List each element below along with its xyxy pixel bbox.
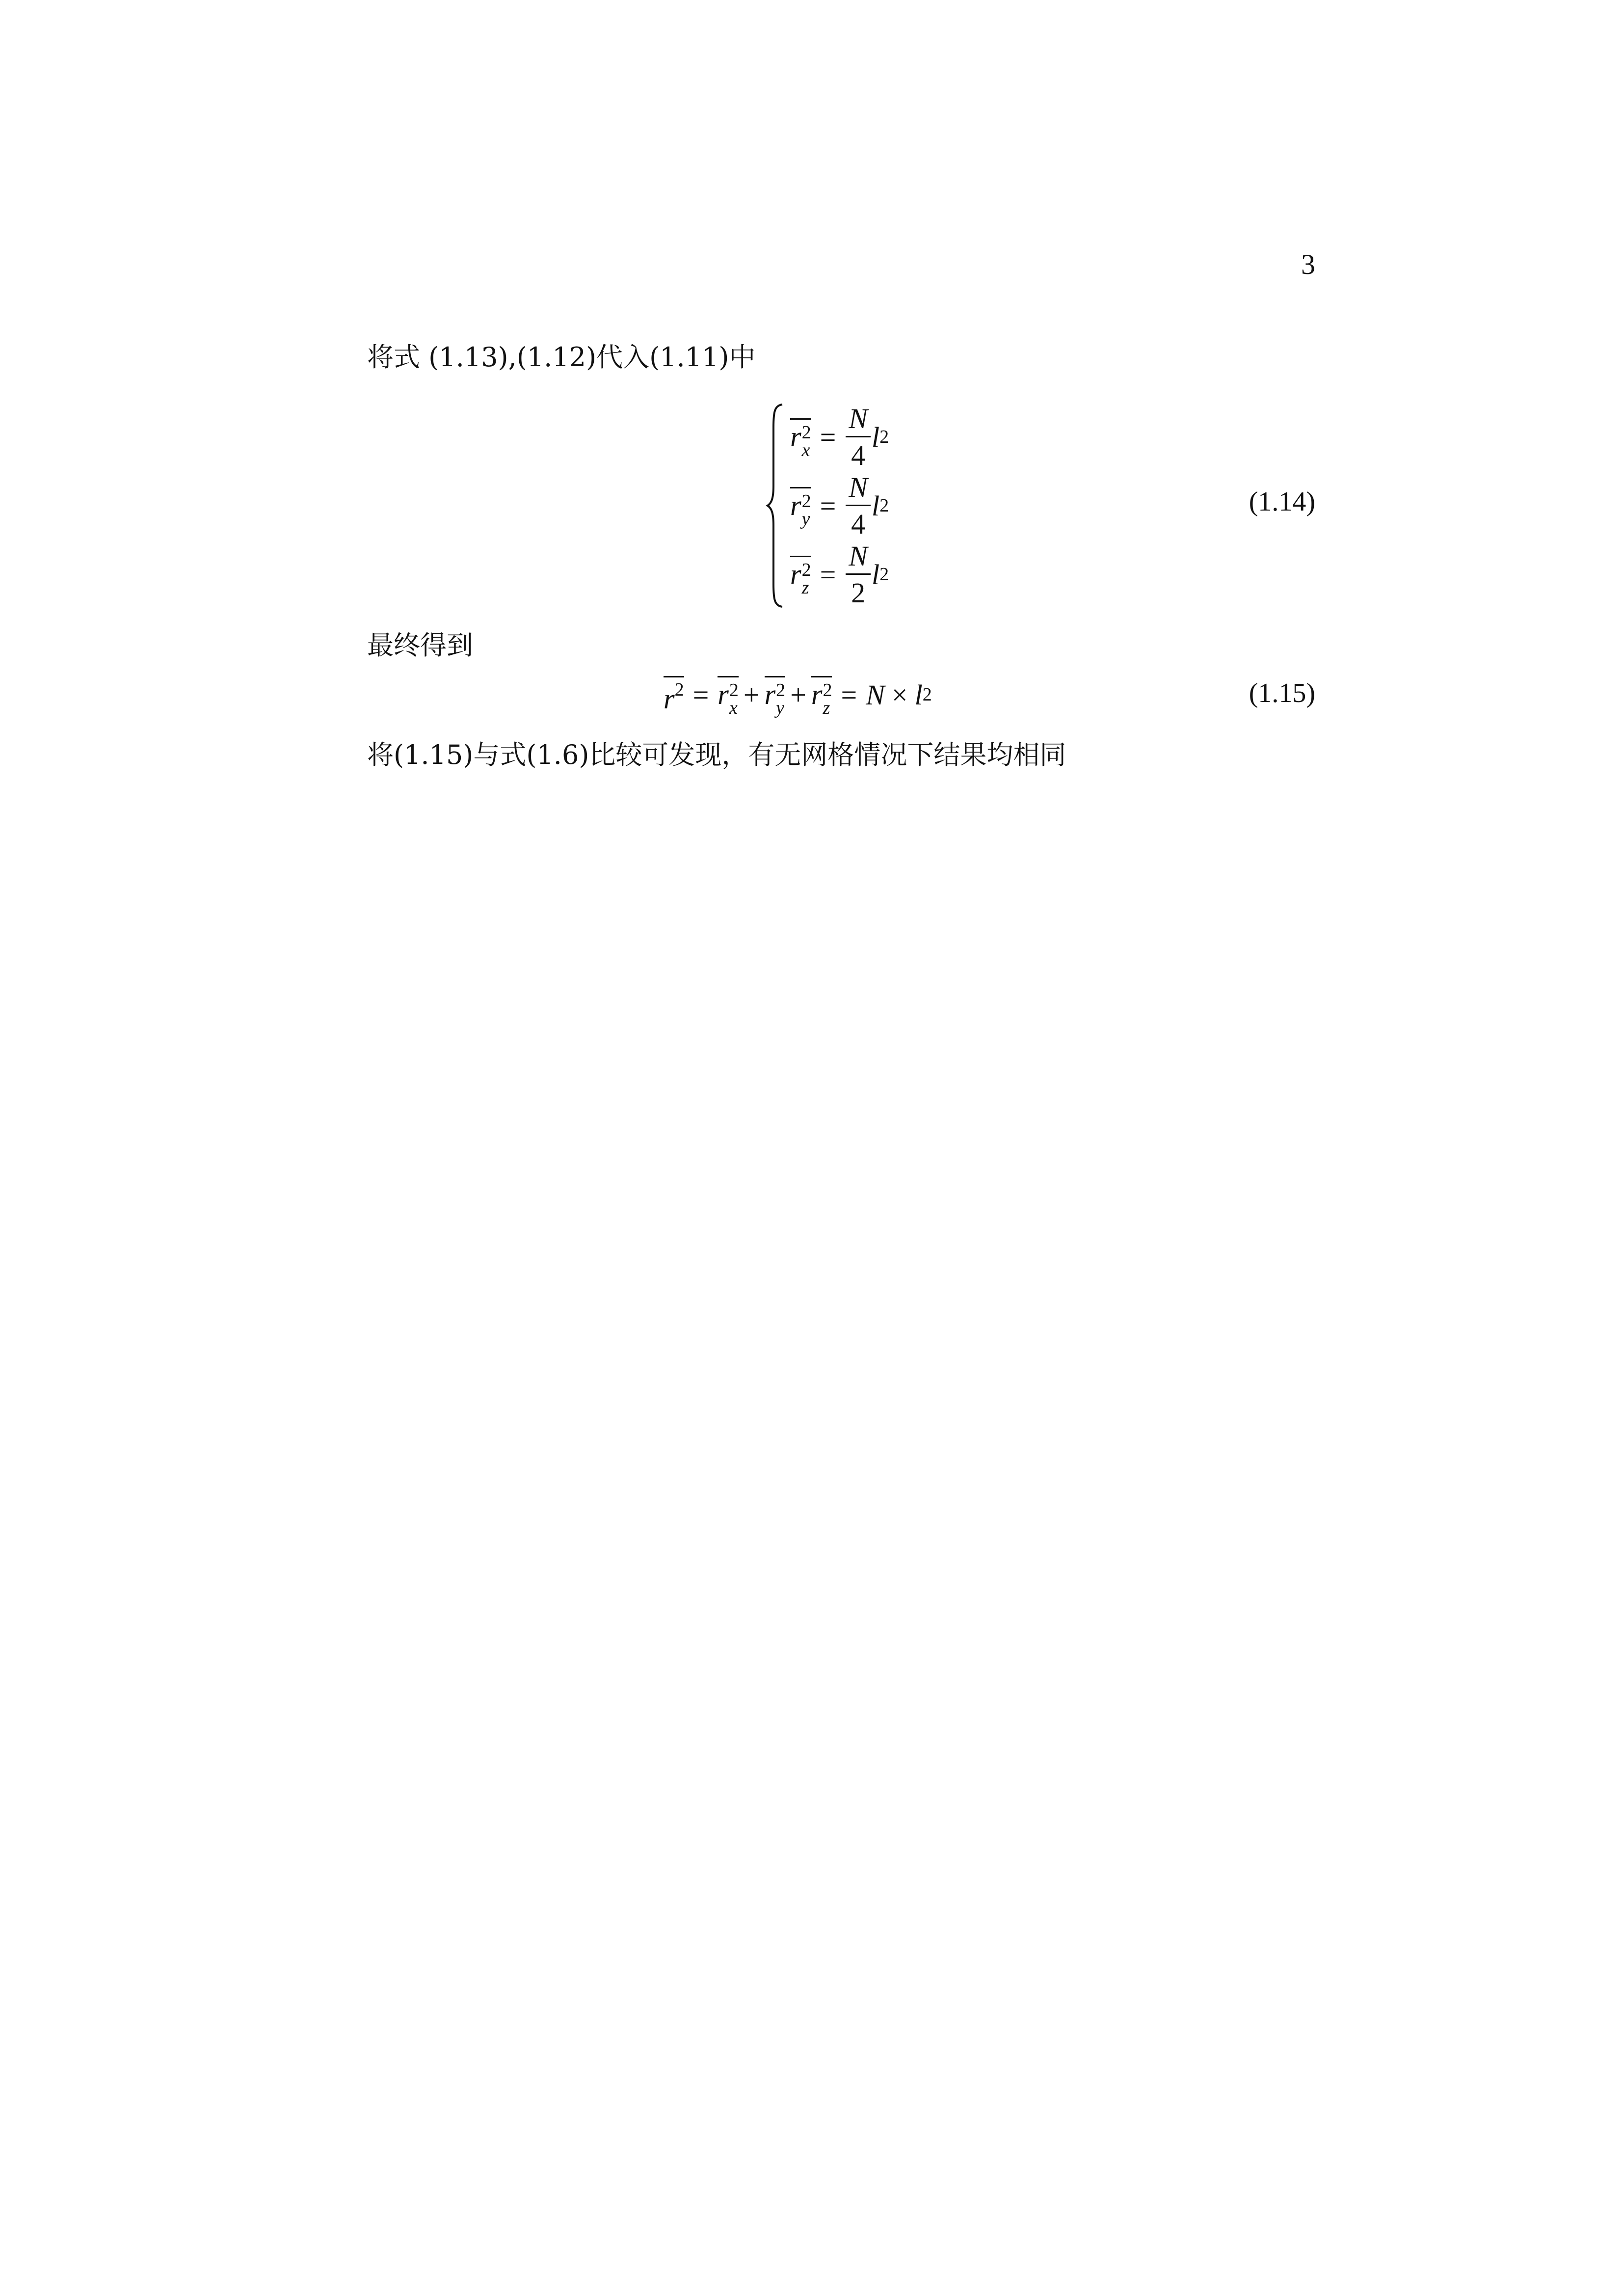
fraction: $\frac{N}{4}$ [846,405,871,470]
equals-sign: = [820,421,836,453]
fraction: $\frac{N}{2}$ [846,542,871,607]
equation-1-14 [766,403,962,609]
plus-sign: + [790,678,806,711]
mean-r-squared: $r^2$ [664,676,684,713]
exponent: 2 [879,495,889,516]
l-variable: l [871,489,880,522]
fraction: $\frac{N}{4}$ [846,473,871,539]
equals-sign: = [692,678,709,711]
mean-r-squared-y: r 2 y [790,487,811,525]
mean-r-squared-y: r 2 y [765,676,786,714]
equals-sign: = [820,489,836,522]
equation-number-1-14: (1.14) [1249,486,1315,517]
times-sign: × [891,678,908,711]
equation-1-15 [664,673,932,717]
exponent: 2 [879,427,889,447]
mean-r-squared-x: r 2 x [790,418,811,456]
conclusion-paragraph: 将(1.15)与式(1.6)比较可发现，有无网格情况下结果均相同 [367,739,1066,770]
equals-sign: = [841,678,857,711]
mean-r-squared-z: r 2 z [811,676,832,714]
l-variable: l [871,558,880,591]
exponent: 2 [879,564,889,585]
equation-number-1-15: (1.15) [1249,678,1315,708]
l-variable: l [914,678,923,711]
mean-r-squared-z: r 2 z [790,556,811,594]
result-lead-text: 最终得到 [367,630,473,661]
case-row-z [790,540,889,609]
l-variable: l [871,421,880,453]
exponent: 2 [922,684,932,705]
mean-r-squared-x: r 2 x [718,676,739,714]
equals-sign: = [820,558,836,591]
n-variable: N [866,678,885,711]
page-number: 3 [1301,248,1315,280]
case-row-y [790,471,889,540]
plus-sign: + [743,678,760,711]
left-brace [766,403,785,609]
intro-paragraph: 将式 (1.13),(1.12)代入(1.11)中 [367,342,756,373]
case-row-x [790,403,889,471]
